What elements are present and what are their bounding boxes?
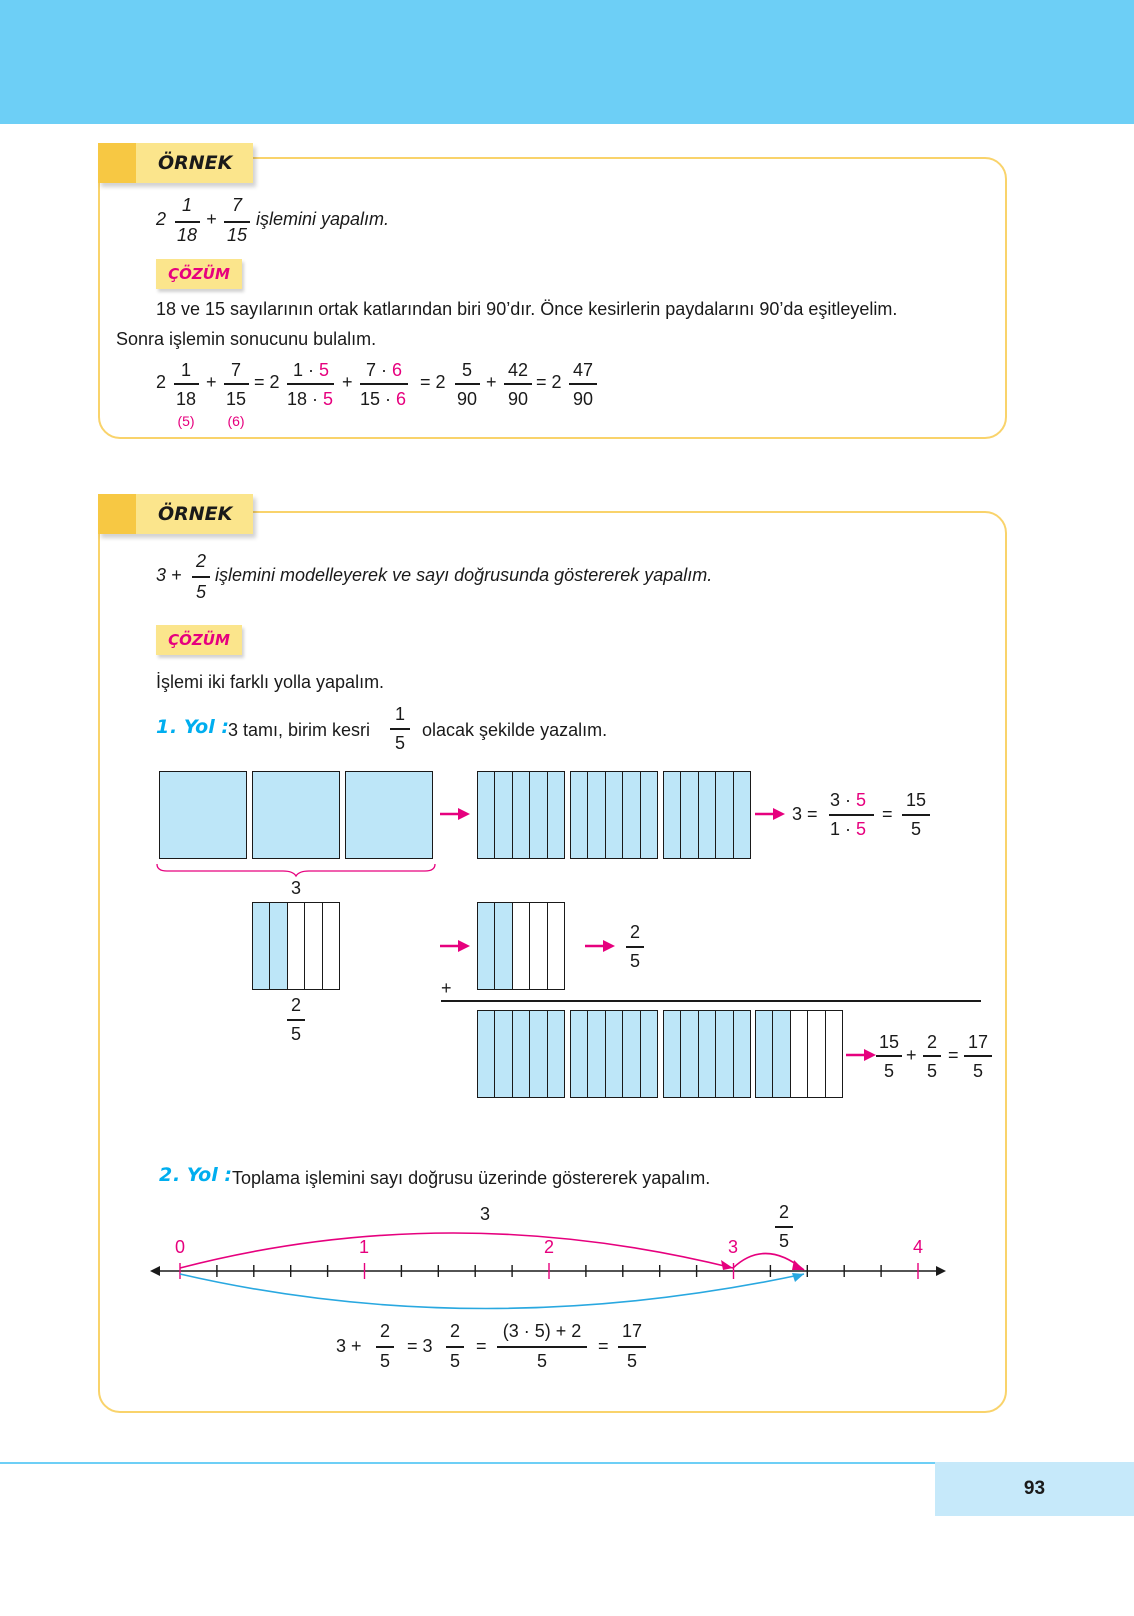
fraction-bar bbox=[569, 383, 597, 385]
ex1-problem-den2: 15 bbox=[226, 225, 248, 245]
final-num3: (3 · 5) + 2 bbox=[502, 1321, 582, 1341]
fifths-strip bbox=[477, 771, 565, 859]
fraction-bar bbox=[455, 383, 480, 385]
ex1-eq-num5: 5 bbox=[461, 360, 472, 380]
sum-den2: 5 bbox=[926, 1061, 937, 1081]
ex1-eq-plus2: + bbox=[342, 372, 353, 392]
fraction-bar bbox=[964, 1055, 992, 1057]
final-den1: 5 bbox=[379, 1351, 390, 1371]
way1-text-a: 3 tamı, birim kesri bbox=[228, 720, 371, 740]
ex1-eq-mult2: (6) bbox=[227, 413, 245, 429]
brace bbox=[155, 862, 437, 878]
two-fifths-strip bbox=[477, 902, 565, 990]
ex1-eq-den3b: 5 bbox=[323, 389, 334, 409]
nl-arc2-num: 2 bbox=[778, 1202, 789, 1222]
arrow-right-icon bbox=[440, 806, 472, 822]
eq-three-den-a: 1 · bbox=[830, 819, 852, 839]
arrow-right-icon bbox=[585, 938, 617, 954]
ex1-eq-num4 bbox=[366, 359, 402, 381]
fifths-strip bbox=[570, 1010, 658, 1098]
ex1-problem-num1: 1 bbox=[181, 195, 192, 215]
ex1-eq-mult1: (5) bbox=[177, 413, 195, 429]
way2-text: Toplama işlemini sayı doğrusu üzerinde göstererek yapalım. bbox=[232, 1168, 711, 1188]
eq-three-den-b: 5 bbox=[856, 819, 867, 839]
arrow-frac-den: 5 bbox=[629, 951, 640, 971]
way2-number: 2 bbox=[159, 1164, 173, 1186]
eq-three-den bbox=[830, 818, 866, 840]
fifths-strip bbox=[663, 771, 751, 859]
whole-square bbox=[159, 771, 247, 859]
fifths-strip bbox=[570, 771, 658, 859]
final-den3: 5 bbox=[536, 1351, 547, 1371]
fraction-bar bbox=[829, 814, 874, 816]
eq-three-num bbox=[830, 789, 866, 811]
ex1-eq-num4b: 6 bbox=[392, 360, 403, 380]
ex1-eq-den1: 18 bbox=[175, 389, 197, 409]
ex1-eq-num4a: 7 · bbox=[366, 360, 388, 380]
nl-label-3: 3 bbox=[727, 1237, 738, 1257]
ex1-eq-plus3: + bbox=[486, 372, 497, 392]
model-plus: + bbox=[441, 978, 452, 998]
page-number: 93 bbox=[935, 1462, 1134, 1516]
fraction-bar bbox=[175, 221, 200, 223]
whole-square bbox=[345, 771, 433, 859]
ex2-problem-den: 5 bbox=[195, 582, 206, 602]
ex1-problem-den1: 18 bbox=[176, 225, 198, 245]
ex1-eq-num1: 1 bbox=[180, 360, 191, 380]
final-eq2: = bbox=[476, 1336, 487, 1356]
fraction-bar bbox=[224, 221, 250, 223]
way1-frac-num: 1 bbox=[394, 704, 405, 724]
eq-three-result-den: 5 bbox=[910, 819, 921, 839]
ex1-eq-den2: 15 bbox=[225, 389, 247, 409]
final-num4: 17 bbox=[621, 1321, 643, 1341]
ex1-eq-den3 bbox=[287, 388, 333, 410]
way1-number: 1 bbox=[156, 716, 170, 738]
way2-label: . Yol : bbox=[173, 1164, 232, 1186]
sum-num1: 15 bbox=[878, 1032, 900, 1052]
header-band bbox=[0, 0, 1134, 124]
sum-plus: + bbox=[906, 1045, 917, 1065]
two-fifths-strip bbox=[252, 902, 340, 990]
nl-label-2: 2 bbox=[543, 1237, 554, 1257]
ex2-intro: İşlemi iki farklı yolla yapalım. bbox=[156, 672, 385, 692]
fraction-bar bbox=[923, 1055, 941, 1057]
ex1-eq-den4 bbox=[360, 388, 406, 410]
fraction-bar bbox=[287, 383, 334, 385]
fraction-bar bbox=[360, 383, 408, 385]
ex1-eq-num7: 47 bbox=[572, 360, 594, 380]
ex1-eq-den7: 90 bbox=[572, 389, 594, 409]
fraction-bar bbox=[192, 576, 210, 578]
ex1-eq-equals3: = 2 bbox=[536, 372, 562, 392]
fifths-strip bbox=[477, 1010, 565, 1098]
ex2-problem-num: 2 bbox=[195, 551, 206, 571]
final-num2: 2 bbox=[449, 1321, 460, 1341]
example-1-solution-tag: ÇÖZÜM bbox=[156, 259, 242, 289]
fraction-bar bbox=[287, 1019, 305, 1021]
fraction-bar bbox=[618, 1346, 646, 1348]
ex1-eq-den5: 90 bbox=[456, 389, 478, 409]
way1-text-b: olacak şekilde yazalım. bbox=[422, 720, 608, 740]
eq-three-num-b: 5 bbox=[856, 790, 867, 810]
fraction-bar bbox=[775, 1226, 793, 1228]
sum-den1: 5 bbox=[883, 1061, 894, 1081]
ex1-eq-den6: 90 bbox=[507, 389, 529, 409]
final-eq3: = bbox=[598, 1336, 609, 1356]
ex1-eq-num6: 42 bbox=[507, 360, 529, 380]
ex1-text-line1: 18 ve 15 sayılarının ortak katlarından biri 90’dır. Önce kesirlerin paydalarını 90’da eşitleyelim. bbox=[156, 299, 898, 319]
footer-line bbox=[0, 1462, 935, 1464]
ex1-eq-den4a: 15 · bbox=[360, 389, 392, 409]
brace-label: 3 bbox=[290, 878, 301, 898]
ex1-text-line2: Sonra işlemin sonucunu bulalım. bbox=[116, 329, 377, 349]
fraction-bar bbox=[497, 1346, 587, 1348]
fraction-bar bbox=[224, 383, 249, 385]
ex1-eq-whole1: 2 bbox=[156, 372, 167, 392]
way1-label: . Yol : bbox=[170, 716, 229, 738]
ex1-problem-text: işlemini yapalım. bbox=[256, 209, 390, 229]
arrow-right-icon bbox=[755, 806, 787, 822]
final-num1: 2 bbox=[379, 1321, 390, 1341]
final-a: 3 + bbox=[336, 1336, 362, 1356]
ex2-problem-whole: 3 + bbox=[156, 565, 182, 585]
two-fifths-num: 2 bbox=[290, 995, 301, 1015]
sum-den3: 5 bbox=[972, 1061, 983, 1081]
fraction-bar bbox=[446, 1346, 464, 1348]
ex1-problem-whole: 2 bbox=[156, 209, 167, 229]
eq-three-result-num: 15 bbox=[905, 790, 927, 810]
ex2-problem-text: işlemini modelleyerek ve sayı doğrusunda göstererek yapalım. bbox=[215, 565, 713, 585]
eq-three-equals: = bbox=[882, 804, 893, 824]
final-den2: 5 bbox=[449, 1351, 460, 1371]
nl-arc2-den: 5 bbox=[778, 1231, 789, 1251]
eq-three-lhs: 3 = bbox=[792, 804, 818, 824]
two-fifths-den: 5 bbox=[290, 1024, 301, 1044]
sum-equals: = bbox=[948, 1045, 959, 1065]
arrow-frac-num: 2 bbox=[629, 922, 640, 942]
eq-three-num-a: 3 · bbox=[830, 790, 852, 810]
way1-frac-den: 5 bbox=[394, 733, 405, 753]
ex1-eq-equals2: = 2 bbox=[420, 372, 446, 392]
ex1-eq-den4b: 6 bbox=[396, 389, 407, 409]
sum-num2: 2 bbox=[926, 1032, 937, 1052]
fraction-bar bbox=[376, 1346, 394, 1348]
ex1-eq-num3b: 5 bbox=[319, 360, 330, 380]
final-den4: 5 bbox=[626, 1351, 637, 1371]
fraction-bar bbox=[174, 383, 199, 385]
nl-arc-label: 3 bbox=[479, 1204, 490, 1224]
ex1-eq-num3 bbox=[293, 359, 329, 381]
fraction-bar bbox=[902, 814, 930, 816]
fraction-bar bbox=[876, 1055, 902, 1057]
fraction-bar bbox=[626, 946, 644, 948]
ex1-problem-plus: + bbox=[206, 209, 217, 229]
ex1-eq-num3a: 1 · bbox=[293, 360, 315, 380]
ex1-eq-equals1: = 2 bbox=[254, 372, 280, 392]
fifths-strip bbox=[663, 1010, 751, 1098]
sum-num3: 17 bbox=[967, 1032, 989, 1052]
two-fifths-strip bbox=[755, 1010, 843, 1098]
fraction-bar bbox=[390, 728, 410, 730]
sum-rule bbox=[441, 1000, 981, 1002]
example-2-tag: ÖRNEK bbox=[98, 494, 253, 534]
arrow-right-icon bbox=[440, 938, 472, 954]
nl-label-4: 4 bbox=[912, 1237, 923, 1257]
ex1-eq-den3a: 18 · bbox=[287, 389, 319, 409]
ex1-eq-num2: 7 bbox=[230, 360, 241, 380]
final-eq1: = 3 bbox=[407, 1336, 433, 1356]
ex1-eq-plus1: + bbox=[206, 372, 217, 392]
whole-square bbox=[252, 771, 340, 859]
example-1-tag: ÖRNEK bbox=[98, 143, 253, 183]
fraction-bar bbox=[504, 383, 532, 385]
nl-label-0: 0 bbox=[174, 1237, 185, 1257]
nl-label-1: 1 bbox=[358, 1237, 369, 1257]
ex1-problem-num2: 7 bbox=[231, 195, 242, 215]
example-2-solution-tag: ÇÖZÜM bbox=[156, 625, 242, 655]
